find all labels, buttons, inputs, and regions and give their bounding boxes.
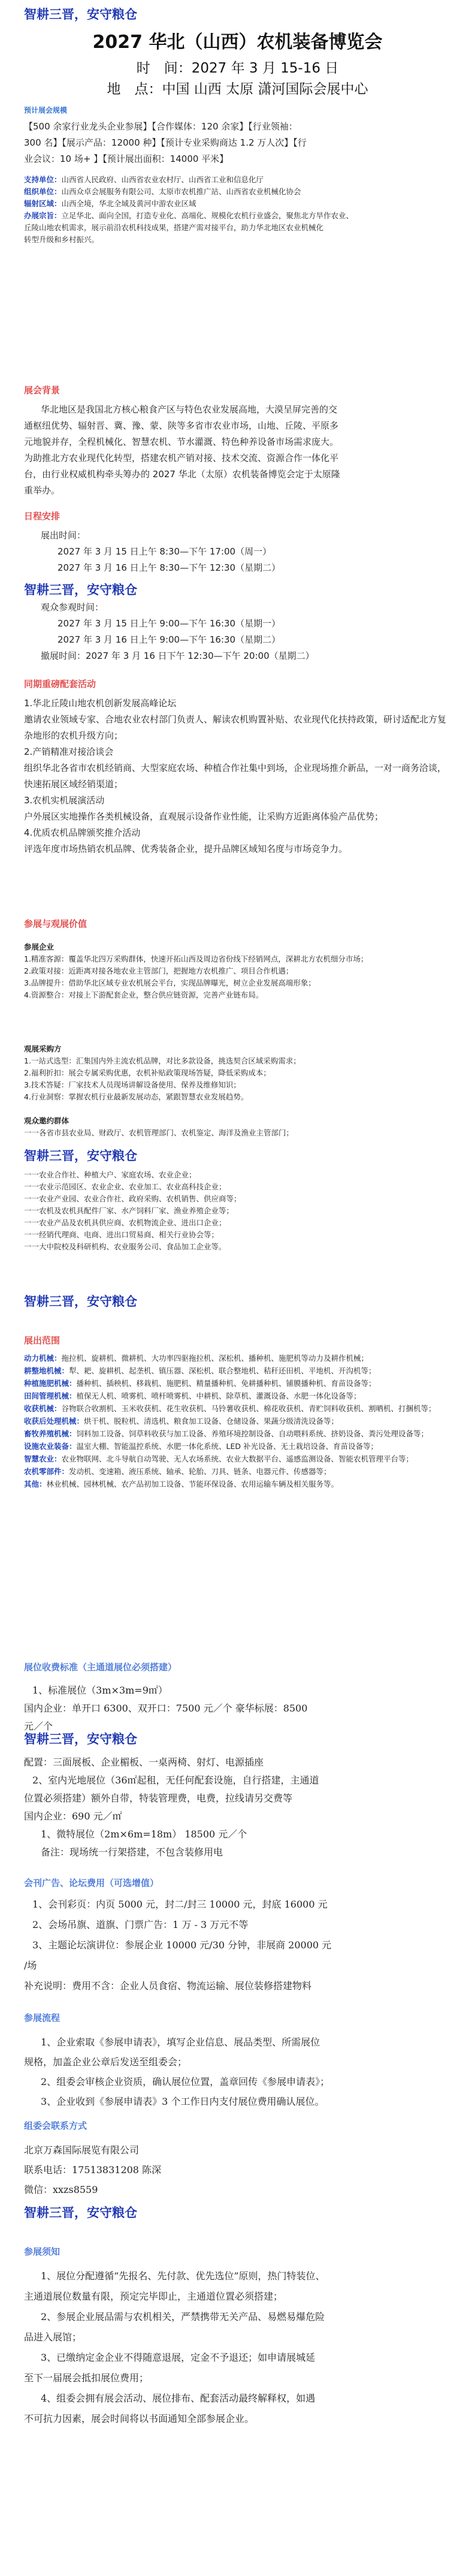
value-groups-2 xyxy=(24,1169,452,1253)
scope-text: 烘干机、脱粒机、清选机、粮食加工设备、仓储设备、果蔬分级清洗设备等； xyxy=(84,1417,339,1426)
notice-line: 1、展位分配遵循“先报名、先付款、优先选位”原则，热门特装位、 xyxy=(41,2270,325,2282)
task-text: 丘陵山地农机需求，展示前沿农机科技成果，搭建产需对接平台，助力华北地区农业机械化 xyxy=(24,223,324,232)
scope-text: 温室大棚、智能温控系统、水肥一体化系统、LED 补光设备、无土栽培设备、育苗设备等； xyxy=(76,1442,378,1451)
notice-line: 品进入展馆； xyxy=(24,2331,82,2343)
background-line: 通枢纽优势、辐射晋、冀、豫、蒙、陕等多省市农业市场，山地、丘陵、平原多 xyxy=(24,420,339,431)
scope-text: 饲料加工设备、饲草料收获与加工设备、养殖环境控制设备、自动喂料系统、挤奶设备、粪污处理设备等； xyxy=(76,1429,429,1438)
background-line: 为助推北方农业现代化转型，搭建农机产销对接、技术交流、资源合作一体化平 xyxy=(24,453,339,463)
visit-label: 观众参观时间： xyxy=(41,602,104,613)
booth-text-2 xyxy=(24,1754,452,1861)
booth-line: 1、标准展位（3m×3m=9㎡） xyxy=(32,1685,168,1696)
contact-phone: 联系电话：17513831208 陈深 xyxy=(24,2164,162,2176)
task-label: 办展宗旨： xyxy=(24,211,62,220)
booth-line: 1、微特展位（2m×6m=18m） 18500 元／个 xyxy=(41,1828,247,1840)
background-text xyxy=(24,402,452,499)
value-line: 2.福利折扣：展会专属采购优惠，农机补贴政策现场答疑，降低采购成本； xyxy=(24,1068,271,1077)
ads-line: /场 xyxy=(24,1960,37,1971)
contact-wechat: 微信：xxzs8559 xyxy=(24,2184,98,2195)
events-text xyxy=(24,695,452,857)
event-title: 2.产销精准对接洽谈会 xyxy=(24,746,114,757)
section-heading-ads: 会刊广告、论坛费用（可选增值） xyxy=(24,1878,159,1888)
groups-head: 观众邀约群体 xyxy=(24,1116,69,1125)
notice-line: 3、已缴纳定金企业不得随意退展，定金不予退还；如申请展城延 xyxy=(41,2352,316,2363)
flow-line: 3、企业收到《参展申请表》3 个工作日内支付展位费用确认展位。 xyxy=(41,2096,325,2107)
event-title: 3.农机实机展演活动 xyxy=(24,795,105,806)
booth-line: 国内企业：单开口 6300、双开口：7500 元／个 豪华标展：8500 xyxy=(24,1703,308,1714)
slogan: 智耕三晋，安守粮仓 xyxy=(24,1731,137,1746)
scope-label: 农机零部件： xyxy=(24,1467,69,1476)
scope-label: 智慧农业： xyxy=(24,1454,62,1463)
value-line: 3.技术答疑：厂家技术人员现场讲解设备使用、保养及维修知识； xyxy=(24,1080,241,1089)
schedule-line: 2027 年 3 月 15 日上午 9:00—下午 16:30（星期一） xyxy=(58,618,281,629)
host-text: 山西众卓会展服务有限公司、太原市农机推广站、山西省农业机械化协会 xyxy=(61,187,301,196)
value-exhibitor xyxy=(24,941,452,1001)
scope-text: 林业机械、园林机械、农产品初加工设备、节能环保设备、农用运输车辆及相关服务等。 xyxy=(46,1480,339,1489)
support-label: 支持单位： xyxy=(24,175,62,184)
scope-label: 耕整地机械： xyxy=(24,1366,69,1375)
scope-label: 田间管理机械： xyxy=(24,1391,77,1400)
scope-label: 其他： xyxy=(24,1480,47,1489)
scope-label: 设施农业装备： xyxy=(24,1442,77,1451)
background-line: 元地貌并存，全程机械化、智慧农机、节水灌溉、特色种养设备市场需求庞大。 xyxy=(24,436,339,447)
section-heading-schedule: 日程安排 xyxy=(24,511,60,522)
event-desc: 户外展区实地操作各类机械设备，直观展示设备作业性能，让采购方近距离体验产品优势； xyxy=(24,811,384,822)
event-title: 1.华北丘陵山地农机创新发展高峰论坛 xyxy=(24,698,177,709)
section-heading-notice: 参展须知 xyxy=(24,2246,60,2257)
booth-line: 备注：现场统一行架搭建，不包含装修用电 xyxy=(41,1846,223,1858)
booth-line: 位置必须搭建）额外自带，特装管理费，电费，拉线请另交费等 xyxy=(24,1792,293,1804)
section-heading-scope: 展出范围 xyxy=(24,1335,60,1346)
section-heading-flow: 参展流程 xyxy=(24,2012,60,2023)
section-heading-intro: 预计展会规模 xyxy=(24,106,68,115)
ads-text xyxy=(24,1894,452,1996)
slogan: 智耕三晋，安守粮仓 xyxy=(24,2205,137,2220)
scope-label: 收获后处理机械： xyxy=(24,1417,84,1426)
scope-label: 收获机械： xyxy=(24,1404,62,1413)
support-text: 山西省人民政府、山西省农业农村厅、山西省工业和信息化厅 xyxy=(61,175,264,184)
value-line: 1.精准客源：覆盖华北四万采购群体，快速开拓山西及周边省份线下经销网点，深耕北方农机细分市场； xyxy=(24,954,368,963)
booth-line: 2、室内光地展位（36㎡起租，无任何配套设施，自行搭建，主通道 xyxy=(32,1774,319,1786)
value-line: 2.政策对接：近距离对接各地农业主管部门，把握地方农机推广、项目合作机遇； xyxy=(24,966,294,975)
ads-line: 3、主题论坛演讲位：参展企业 10000 元/30 分钟，非展商 20000 元 xyxy=(32,1939,332,1951)
schedule-line: 2027 年 3 月 16 日上午 8:30—下午 12:30（星期二） xyxy=(58,562,281,573)
slogan: 智耕三晋，安守粮仓 xyxy=(24,7,137,22)
flow-line: 2、组委会审核企业资质，确认展位位置，盖章回传《参展申请表》； xyxy=(41,2076,330,2087)
event-title: 4.优质农机品牌颁奖推介活动 xyxy=(24,827,141,838)
event-desc: 评选年度市场热销农机品牌、优秀装备企业，提升品牌区域知名度与市场竞争力。 xyxy=(24,843,348,854)
scope-label: 种植施肥机械： xyxy=(24,1379,77,1388)
stats-line: 300 名】【展示产品：12000 种】【预计专业采购商达 1.2 万人次】【行 xyxy=(24,137,307,148)
scope-text: 发动机、变速箱、液压系统、轴承、轮胎、刀具、链条、电器元件、传感器等； xyxy=(69,1467,331,1476)
value-line: 4.行业洞察：掌握农机行业最新发展动态，紧跟智慧农业发展趋势。 xyxy=(24,1092,249,1101)
section-heading-background: 展会背景 xyxy=(24,385,60,396)
scope-text: 农业物联网、北斗导航自动驾驶、无人农场系统、农业大数据平台、遥感监测设备、智能农机管理平台等； xyxy=(61,1454,414,1463)
time-line: 时 间：2027 年 3 月 15-16 日 xyxy=(136,61,339,76)
booth-line: 元／个 xyxy=(24,1721,53,1732)
flow-text xyxy=(24,2032,452,2111)
break-time: 2027 年 3 月 16 日下午 12:30—下午 20:00（星期二） xyxy=(86,650,314,661)
setup-label: 展出时间： xyxy=(41,530,86,541)
stats-line: 【500 余家行业龙头企业参展】【合作媒体：120 余家】【行业领袖： xyxy=(24,121,298,132)
notice-line: 2、参展企业展品需与农机相关，严禁携带无关产品、易燃易爆危险 xyxy=(41,2311,325,2322)
scope-label: 畜牧养殖机械： xyxy=(24,1429,77,1438)
schedule-line xyxy=(24,648,452,664)
event-desc: 邀请农业领域专家、合地农业农村部门负责人、解读农机购置补贴、农业现代化扶持政策，研讨适配北方复杂地形的农机升级方向； xyxy=(24,714,447,741)
booth-text xyxy=(24,1682,452,1736)
scope-text: 植保无人机、喷雾机、喷杆喷雾机、中耕机、除草机、灌溉设备、水肥一体化设备等； xyxy=(76,1391,361,1400)
contact-text xyxy=(24,2140,452,2200)
task-text: 立足华北、面向全国，打造专业化、高端化、规模化农机行业盛会，聚焦北方旱作农业、 xyxy=(61,211,354,220)
schedule-text-2 xyxy=(24,599,452,664)
section-heading-contact: 组委会联系方式 xyxy=(24,2120,87,2131)
group-line: 一一大中院校及科研机构、农业服务公司、食品加工企业等。 xyxy=(24,1242,226,1251)
group-line: 一一农业合作社、种植大户、家庭农场、农业企业； xyxy=(24,1170,196,1179)
schedule-line: 2027 年 3 月 15 日上午 8:30—下午 17:00（周一） xyxy=(58,546,272,557)
background-line: 华北地区是我国北方核心粮食产区与特色农业发展高地，大漠呈屏完善的交 xyxy=(41,404,338,415)
ads-line: 2、会场吊旗、道旗、门票广告：1 万 - 3 万元不等 xyxy=(32,1919,249,1930)
background-line: 重举办。 xyxy=(24,485,60,496)
scope-label: 辐射区域： xyxy=(24,199,62,208)
contact-company: 北京万森国际展览有限公司 xyxy=(24,2144,140,2156)
notice-line: 主通道展位数量有限，预定完毕即止，主通道位置必须搭建； xyxy=(24,2291,283,2302)
booth-line: 国内企业：690 元／㎡ xyxy=(24,1810,122,1822)
schedule-line: 2027 年 3 月 16 日上午 9:00—下午 16:30（星期二） xyxy=(58,634,281,645)
group-line: 一一各省市县农业局、财政厅、农机管理部门、农机鉴定、海洋及渔业主管部门； xyxy=(24,1128,294,1137)
event-desc: 组织华北各省市农机经销商、大型家庭农场、种植合作社集中到场，企业现场推介新品，一对一商务洽谈，快速拓展区域经销渠道； xyxy=(24,763,447,790)
section-heading-events: 同期重磅配套活动 xyxy=(24,679,96,689)
group-line: 一一农业产业园、农业合作社、政府采购、农机销售、供应商等； xyxy=(24,1194,241,1203)
group-line: 一一经销代理商、电商、进出口贸易商、相关行业协会等； xyxy=(24,1230,219,1239)
scope-label: 动力机械： xyxy=(24,1354,62,1363)
value-line: 3.品牌提升：借助华北区域专业农机展会平台，实现品牌曝光，树立企业发展高端形象； xyxy=(24,978,316,987)
scope-text: 犁、耙、旋耕机、起垄机、镇压器、深松机、联合整地机、秸秆还田机、平地机、开沟机等； xyxy=(69,1366,376,1375)
value-groups xyxy=(24,1115,452,1139)
scope-text: 播种机、插秧机、移栽机、施肥机、精量播种机、免耕播种机、铺膜播种机、育苗设备等； xyxy=(76,1379,376,1388)
flow-line: 1、企业索取《参展申请表》，填写企业信息、展品类型、所需展位 xyxy=(41,2036,320,2048)
value-line: 1.一站式选型：汇集国内外主流农机品牌，对比多款设备，挑选契合区域采购需求； xyxy=(24,1056,301,1065)
intro-details xyxy=(24,174,452,246)
section-heading-booth: 展位收费标准（主通道展位必须搭建） xyxy=(24,1662,177,1673)
exhibitor-head: 参展企业 xyxy=(24,942,55,951)
scope-text: 山西全境，华北全域及黄河中游农业区域 xyxy=(61,199,196,208)
intro-stats xyxy=(24,119,452,167)
notice-line: 不可抗力因素，展会时间将以书面通知全部参展企业。 xyxy=(24,2413,255,2424)
section-heading-value: 参展与观展价值 xyxy=(24,918,87,929)
scope-text: 拖拉机、旋耕机、微耕机、大功率四驱拖拉机、深松机、播种机、施肥机等动力及耕作机械； xyxy=(61,1354,369,1363)
value-visitor xyxy=(24,1043,452,1103)
scope-list xyxy=(24,1352,452,1490)
place-line: 地 点：中国 山西 太原 潇河国际会展中心 xyxy=(107,82,368,97)
group-line: 一一农机及农机具配件厂家、水产饲料厂家、渔业养殖企业等； xyxy=(24,1206,234,1215)
group-line: 一一农业产品及农机具供应商、农机物流企业、进出口企业； xyxy=(24,1218,226,1227)
ads-line: 1、会刊彩页：内页 5000 元，封二/封三 10000 元，封底 16000 元 xyxy=(32,1899,328,1910)
stats-line: 业会议：10 场+ 】【预计展出面积：14000 平米】 xyxy=(24,153,229,164)
ads-line: 补充说明：费用不含：企业人员食宿、物流运输、展位装修搭建物料 xyxy=(24,1980,312,1991)
booth-line: 配置：三面展板、企业楣板、一桌两椅、射灯、电源插座 xyxy=(24,1756,264,1768)
slogan: 智耕三晋，安守粮仓 xyxy=(24,582,137,597)
task-text: 转型升级和乡村振兴。 xyxy=(24,235,99,244)
schedule-text xyxy=(24,528,452,576)
value-line: 4.资源整合：对接上下游配套企业，整合供应链资源，完善产业链布局。 xyxy=(24,990,264,999)
background-line: 台，由行业权威机构牵头筹办的 2027 华北（太原）农机装备博览会定于太原隆 xyxy=(24,469,340,480)
flow-line: 规格，加盖企业公章后发送至组委会； xyxy=(24,2056,187,2068)
scope-text: 谷物联合收割机、玉米收获机、花生收获机、马铃薯收获机、棉花收获机、青贮饲料收获机、割晒机、打捆机等； xyxy=(61,1404,436,1413)
page-title: 2027 华北（山西）农机装备博览会 xyxy=(92,32,383,53)
slogan: 智耕三晋，安守粮仓 xyxy=(24,1148,137,1163)
notice-line: 4、组委会拥有展会活动、展位排布、配套活动最终解释权，如遇 xyxy=(41,2393,316,2404)
break-label: 撤展时间： xyxy=(41,650,86,661)
slogan: 智耕三晋，安守粮仓 xyxy=(24,1294,137,1309)
visitor-head: 观展采购方 xyxy=(24,1044,62,1053)
notice-line: 至下一届展会抵扣展位费用； xyxy=(24,2372,149,2384)
group-line: 一一农业示范园区、农业企业、农业加工、农业高科技企业； xyxy=(24,1182,226,1191)
host-label: 组织单位： xyxy=(24,187,62,196)
notice-text xyxy=(24,2266,452,2429)
